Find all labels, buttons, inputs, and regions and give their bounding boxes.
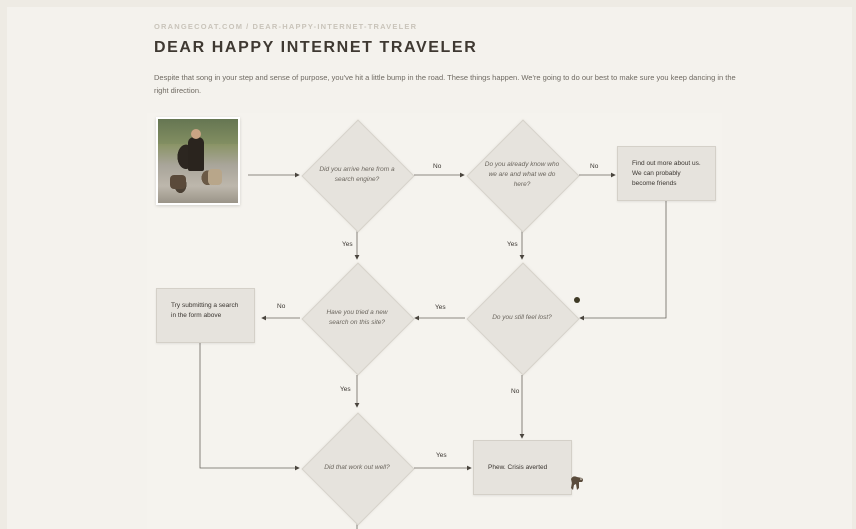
breadcrumb-separator: /: [246, 22, 250, 31]
flowchart: [147, 113, 722, 529]
label-yes: Yes: [507, 241, 518, 248]
decision-know-us: Do you already know who we are and what we do here?: [466, 119, 578, 231]
outcome-try-search: Try submitting a search in the form above: [156, 288, 255, 343]
breadcrumb: [154, 22, 417, 31]
dancing-man-with-dogs-photo: [156, 117, 240, 205]
page-title: DEAR HAPPY INTERNET TRAVELER: [154, 39, 478, 56]
label-yes: Yes: [342, 241, 353, 248]
decision-tried-search: Have you tried a new search on this site?: [301, 262, 413, 374]
label-yes: Yes: [435, 304, 446, 311]
outcome-crisis-averted: Phew. Crisis averted: [473, 440, 572, 495]
decision-worked-out: Did that work out well?: [301, 412, 413, 524]
intro-paragraph: Despite that song in your step and sense of purpose, you've hit a little bump in the road. These things happen. We're going to do our best to make sure you keep dancing in the right direction.: [154, 73, 736, 95]
small-dog-icon: [567, 473, 587, 493]
ball-icon: [574, 297, 580, 303]
outcome-find-out-more: Find out more about us. We can probably become friends: [617, 146, 716, 201]
label-no: No: [511, 388, 520, 395]
label-no: No: [590, 163, 599, 170]
label-yes: Yes: [340, 386, 351, 393]
breadcrumb-home-link[interactable]: ORANGECOAT.COM: [154, 22, 244, 31]
decision-search-engine: Did you arrive here from a search engine?: [301, 119, 413, 231]
decision-still-lost: Do you still feel lost?: [466, 262, 578, 374]
label-no: No: [433, 163, 442, 170]
breadcrumb-current: DEAR-HAPPY-INTERNET-TRAVELER: [252, 22, 418, 31]
label-yes: Yes: [436, 452, 447, 459]
page: [7, 7, 852, 529]
label-no: No: [277, 303, 286, 310]
